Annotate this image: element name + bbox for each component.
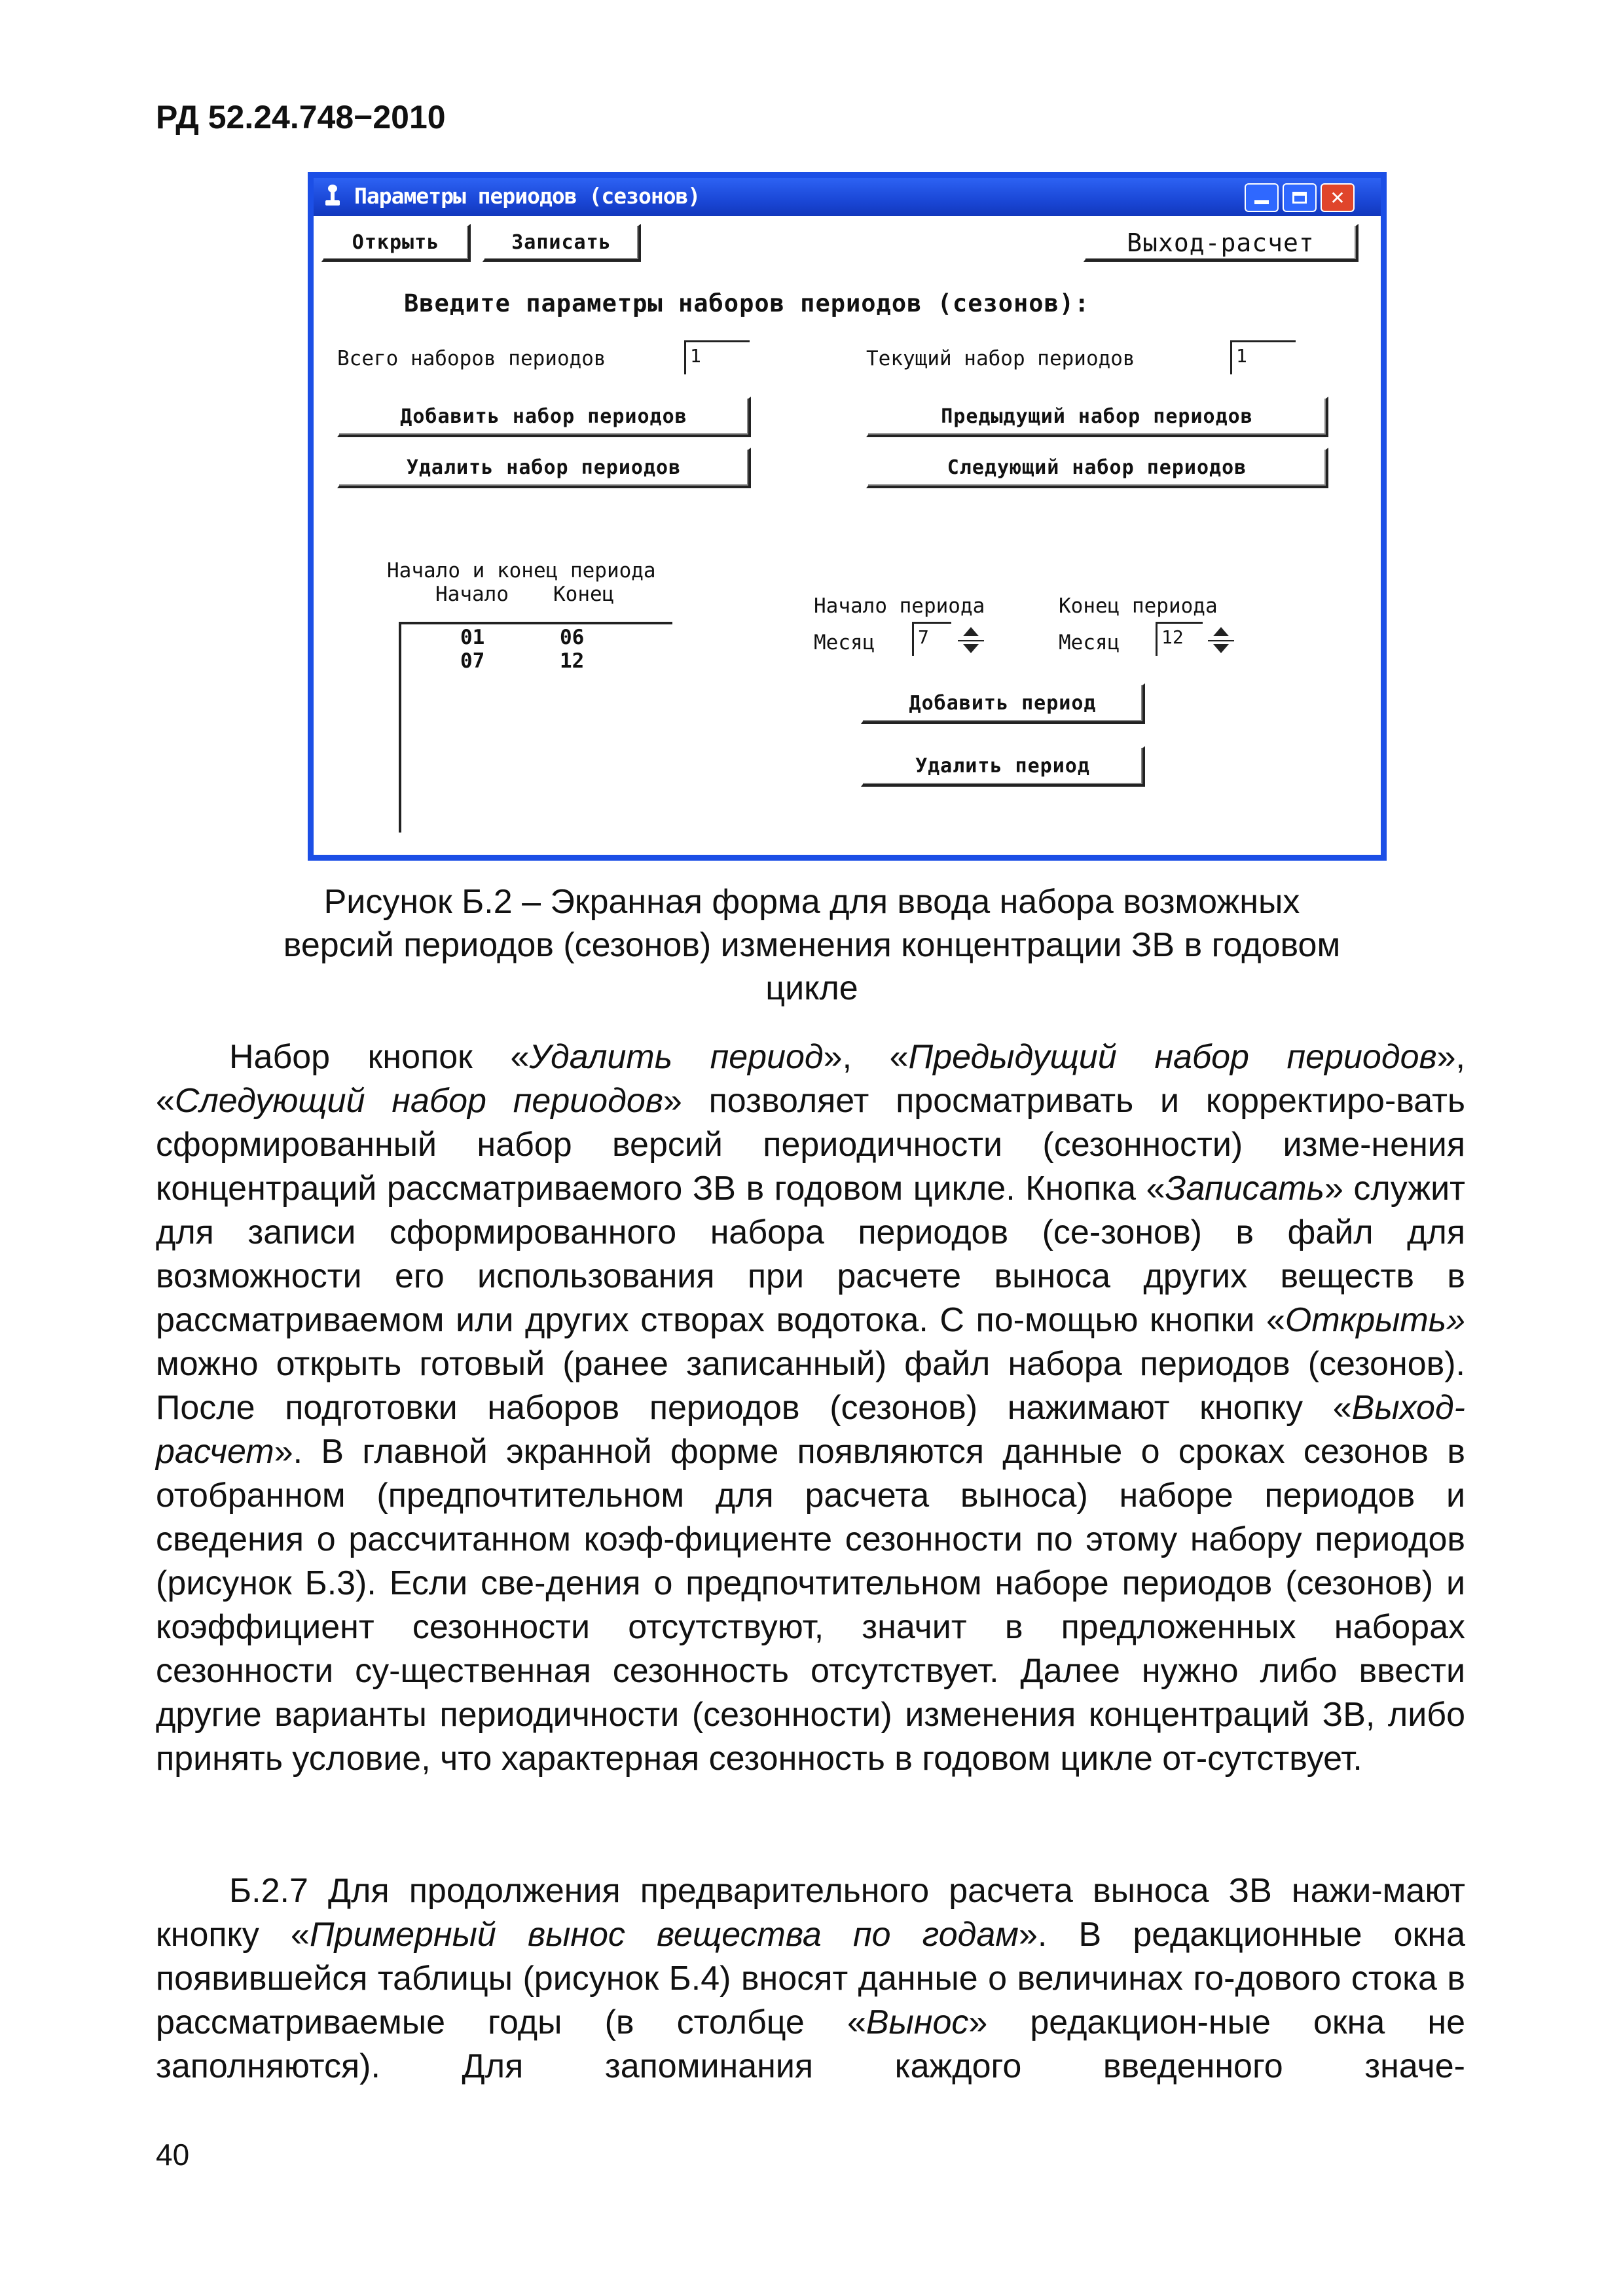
end-month-spinner[interactable] (1208, 624, 1242, 657)
minimize-icon (1254, 200, 1269, 204)
delete-period-button[interactable]: Удалить период (861, 746, 1145, 787)
period-end: 12 (560, 649, 585, 673)
close-button[interactable] (1321, 183, 1355, 212)
current-set-field[interactable]: 1 (1230, 340, 1296, 374)
add-set-button[interactable]: Добавить набор периодов (337, 397, 751, 437)
period-end-label: Конец периода (1059, 594, 1218, 618)
page-number: 40 (156, 2138, 190, 2172)
list-col-end: Конец (553, 583, 615, 606)
list-item[interactable] (460, 649, 659, 673)
window-title: Параметры периодов (сезонов) (354, 183, 701, 209)
dialog-client-area (314, 216, 1381, 855)
end-month-label: Месяц (1059, 631, 1120, 655)
start-month-spinner[interactable] (958, 624, 992, 657)
period-start-label: Начало периода (814, 594, 985, 618)
form-heading: Введите параметры наборов периодов (сезонов): (404, 289, 1090, 317)
minimize-button[interactable] (1245, 183, 1279, 212)
close-icon: ✕ (1330, 187, 1345, 208)
prev-set-button[interactable]: Предыдущий набор периодов (866, 397, 1328, 437)
body-paragraph-1: Набор кнопок «Удалить период», «Предыдущий набор периодов», «Следующий набор периодов» позволяет просматривать и корректиро-вать сформированный набор версий периодичности (сезонности) изме-нения концентраций рассматриваемого ЗВ в годовом цикле. Кнопка «Записать» служит для записи сформированного набора периодов (се-зонов) в файл для возможности его использования при расчете выноса других веществ в рассматриваемом или других створах водотока. С по-мощью кнопки «Открыть» можно открыть готовый (ранее записанный) файл набора периодов (сезонов). После подготовки наборов периодов (сезонов) нажимают кнопку «Выход-расчет». В главной экранной форме появляются данные о сроках сезонов в отобранном (предпочтительном для расчета выноса) наборе периодов и сведения о рассчитанном коэф-фициенте сезонности по этому набору периодов (рисунок Б.3). Если све-дения о предпочтительном наборе периодов (сезонов) и коэффициент сезонности отсутствуют, значит в предложенных наборах сезонности су-щественная сезонность отсутствует. Далее нужно либо ввести другие варианты периодичности (сезонности) изменения концентраций ЗВ, либо принять условие, что характерная сезонность в годовом цикле от-сутствует. (156, 1038, 1466, 1778)
period-start: 01 (460, 626, 485, 649)
list-col-start: Начало (435, 583, 509, 606)
spin-up-icon[interactable] (963, 627, 979, 636)
period-end: 06 (560, 626, 585, 649)
spin-down-icon[interactable] (963, 644, 979, 653)
total-sets-label: Всего наборов периодов (337, 347, 606, 370)
spin-down-icon[interactable] (1213, 644, 1229, 653)
body-paragraph-2: Б.2.7 Для продолжения предварительного расчета выноса ЗВ нажи-мают кнопку «Примерный вынос вещества по годам». В редакционные окна появившейся таблицы (рисунок Б.4) вносят данные о величинах го-дового стока в рассматриваемые годы (в столбце «Вынос» редакцион-ные окна не заполняются). Для запоминания каждого введенного значе- (156, 1872, 1465, 2085)
maximize-button[interactable] (1283, 183, 1317, 212)
period-list-title: Начало и конец периода (387, 559, 656, 583)
delete-set-button[interactable]: Удалить набор периодов (337, 448, 751, 488)
figure-caption-line-2: версий периодов (сезонов) изменения концентрации ЗВ в годовом (283, 926, 1341, 964)
maximize-icon (1292, 192, 1307, 204)
current-set-label: Текущий набор периодов (866, 347, 1135, 370)
spin-up-icon[interactable] (1213, 627, 1229, 636)
save-button[interactable]: Записать (483, 224, 641, 262)
exit-calc-button[interactable]: Выход-расчет (1084, 224, 1359, 262)
end-month-field[interactable]: 12 (1156, 622, 1203, 656)
title-bar[interactable] (314, 178, 1381, 216)
open-button[interactable]: Открыть (321, 224, 471, 262)
next-set-button[interactable]: Следующий набор периодов (866, 448, 1328, 488)
add-period-button[interactable]: Добавить период (861, 683, 1145, 724)
list-item[interactable] (460, 626, 659, 649)
document-code: РД 52.24.748−2010 (156, 99, 446, 135)
total-sets-field[interactable]: 1 (684, 340, 750, 374)
period-list[interactable] (399, 622, 672, 833)
start-month-field[interactable]: 7 (912, 622, 951, 656)
start-month-label: Месяц (814, 631, 875, 655)
figure-caption-line-3: цикле (765, 969, 858, 1007)
figure-caption-line-1: Рисунок Б.2 – Экранная форма для ввода набора возможных (323, 883, 1300, 921)
periods-dialog-window (308, 172, 1387, 861)
app-icon (325, 185, 340, 207)
period-start: 07 (460, 649, 485, 673)
